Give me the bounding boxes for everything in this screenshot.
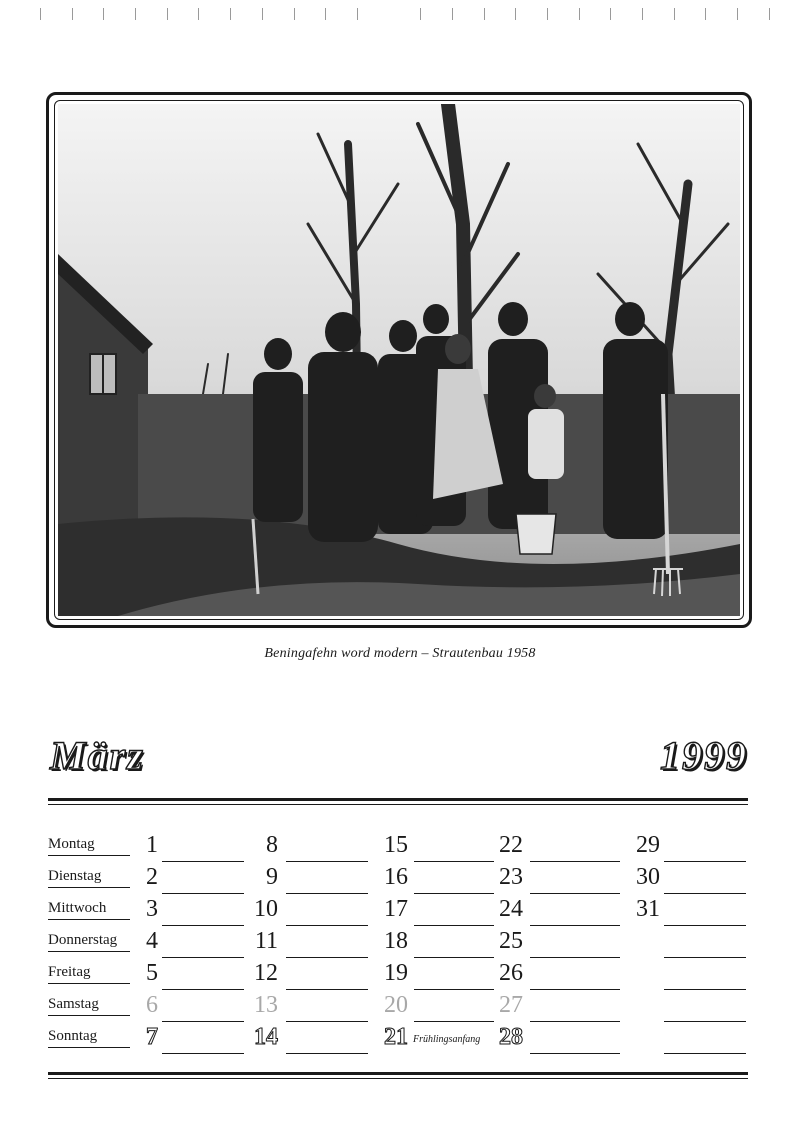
write-line (286, 925, 368, 926)
spring-note: Frühlingsanfang (413, 1034, 481, 1045)
write-line (162, 861, 244, 862)
date-number: 14 (254, 1024, 278, 1050)
date-number: 2 (146, 864, 158, 890)
write-line (414, 989, 494, 990)
date-number: 26 (499, 960, 523, 986)
write-line (414, 1021, 494, 1022)
calendar-grid (48, 832, 748, 1056)
date-number: 5 (146, 960, 158, 986)
write-line (530, 861, 620, 862)
write-line (286, 989, 368, 990)
date-number: 8 (266, 832, 278, 858)
photo-frame (46, 92, 752, 628)
week-row-sonntag (48, 1024, 748, 1056)
write-line (664, 1053, 746, 1054)
date-number: 9 (266, 864, 278, 890)
write-line (162, 1053, 244, 1054)
write-line (664, 989, 746, 990)
date-number: 20 (384, 992, 408, 1018)
write-line (286, 957, 368, 958)
day-name: Donnerstag (48, 932, 130, 952)
write-line (530, 893, 620, 894)
write-line (414, 861, 494, 862)
write-line (414, 893, 494, 894)
date-number: 7 (146, 1024, 158, 1050)
write-line (162, 989, 244, 990)
date-number: 19 (384, 960, 408, 986)
date-number: 18 (384, 928, 408, 954)
date-number: 13 (254, 992, 278, 1018)
day-name: Samstag (48, 996, 130, 1016)
historic-photo (58, 104, 740, 616)
write-line (664, 861, 746, 862)
write-line (286, 861, 368, 862)
week-row-dienstag (48, 864, 748, 896)
date-number: 12 (254, 960, 278, 986)
date-number: 16 (384, 864, 408, 890)
day-name: Mittwoch (48, 900, 130, 920)
write-line (664, 893, 746, 894)
date-number: 23 (499, 864, 523, 890)
date-number: 3 (146, 896, 158, 922)
date-number: 25 (499, 928, 523, 954)
write-line (530, 957, 620, 958)
date-number: 30 (636, 864, 660, 890)
month-title: März (50, 733, 145, 778)
week-row-samstag (48, 992, 748, 1024)
date-number: 29 (636, 832, 660, 858)
year-title: 1999 (660, 733, 748, 778)
photo-caption: Beningafehn word modern – Strautenbau 1958 (264, 646, 536, 661)
write-line (286, 893, 368, 894)
write-line (530, 1053, 620, 1054)
write-line (664, 1021, 746, 1022)
write-line (414, 957, 494, 958)
date-number: 10 (254, 896, 278, 922)
bottom-rule (48, 1072, 748, 1079)
date-number: 21 (384, 1024, 408, 1050)
day-name: Montag (48, 836, 130, 856)
write-line (286, 1053, 368, 1054)
date-number: 27 (499, 992, 523, 1018)
week-row-mittwoch (48, 896, 748, 928)
write-line (162, 1021, 244, 1022)
week-row-donnerstag (48, 928, 748, 960)
date-number: 15 (384, 832, 408, 858)
day-name: Dienstag (48, 868, 130, 888)
write-line (162, 925, 244, 926)
write-line (530, 1021, 620, 1022)
date-number: 22 (499, 832, 523, 858)
date-number: 24 (499, 896, 523, 922)
write-line (664, 925, 746, 926)
write-line (530, 925, 620, 926)
write-line (664, 957, 746, 958)
write-line (414, 925, 494, 926)
date-number: 4 (146, 928, 158, 954)
day-name: Sonntag (48, 1028, 130, 1048)
date-number: 1 (146, 832, 158, 858)
date-number: 11 (254, 928, 278, 954)
date-number: 28 (499, 1024, 523, 1050)
week-row-freitag (48, 960, 748, 992)
write-line (162, 957, 244, 958)
write-line (162, 893, 244, 894)
date-number: 31 (636, 896, 660, 922)
write-line (530, 989, 620, 990)
write-line (286, 1021, 368, 1022)
week-row-montag (48, 832, 748, 864)
date-number: 6 (146, 992, 158, 1018)
top-rule (48, 798, 748, 805)
day-name: Freitag (48, 964, 130, 984)
date-number: 17 (384, 896, 408, 922)
binding-marks (40, 8, 770, 22)
